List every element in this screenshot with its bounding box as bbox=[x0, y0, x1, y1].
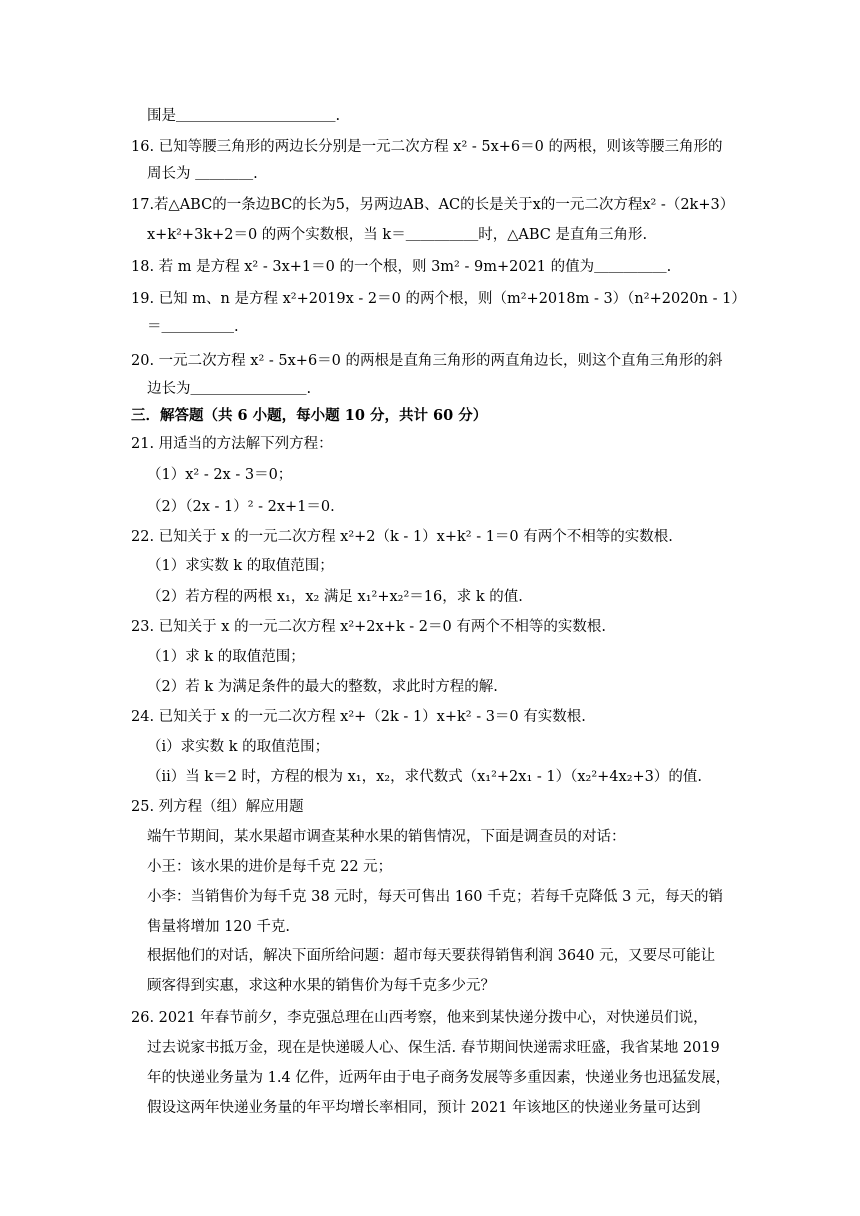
question-19: 19. 已知 m、n 是方程 x²+2019x - 2＝0 的两个根，则（m²+2018m - 3）（n²+2020n - 1） bbox=[131, 291, 746, 307]
question-24: 24. 已知关于 x 的一元二次方程 x²+（2k - 1）x+k² - 3＝0 有实数根. bbox=[131, 709, 586, 725]
paragraph-line: 顾客得到实惠，求这种水果的销售价为每千克多少元？ bbox=[147, 978, 495, 994]
text-line: 周长为 ＿＿＿＿. bbox=[147, 166, 258, 182]
paragraph-line: 售量将增加 120 千克. bbox=[147, 919, 291, 935]
question-22: 22. 已知关于 x 的一元二次方程 x²+2（k - 1）x+k² - 1＝0 有两个不相等的实数根. bbox=[131, 529, 673, 545]
paragraph-line: 年的快递业务量为 1.4 亿件，近两年由于电子商务发展等多重因素，快递业务也迅猛发展， bbox=[147, 1070, 731, 1086]
question-20: 20. 一元二次方程 x² - 5x+6＝0 的两根是直角三角形的两直角边长，则这个直角三角形的斜 bbox=[131, 353, 723, 369]
question-25: 25. 列方程（组）解应用题 bbox=[131, 799, 304, 815]
paragraph-line: 根据他们的对话，解决下面所给问题：超市每天要获得销售利润 3640 元，又要尽可能让 bbox=[147, 948, 716, 964]
text-line: x+k²+3k+2＝0 的两个实数根，当 k＝＿＿＿＿＿时，△ABC 是直角三角形. bbox=[147, 227, 648, 243]
question-16: 16. 已知等腰三角形的两边长分别是一元二次方程 x² - 5x+6＝0 的两根，则该等腰三角形的 bbox=[131, 139, 723, 155]
paragraph-line: 假设这两年快递业务量的年平均增长率相同，预计 2021 年该地区的快递业务量可达到 bbox=[147, 1100, 701, 1116]
paragraph-line: 端午节期间，某水果超市调查某种水果的销售情况，下面是调查员的对话： bbox=[147, 829, 626, 845]
paragraph-line: 小李：当销售价为每千克 38 元时，每天可售出 160 千克；若每千克降低 3 元，每天的销 bbox=[147, 889, 724, 905]
sub-question: （ⅰ）求实数 k 的取值范围； bbox=[147, 739, 330, 755]
sub-question: （2）（2x - 1）² - 2x+1＝0. bbox=[147, 499, 335, 515]
sub-question: （1）求 k 的取值范围； bbox=[147, 649, 305, 665]
sub-question: （1）x² - 2x - 3＝0； bbox=[147, 467, 293, 483]
text-line: 围是＿＿＿＿＿＿＿＿＿＿＿. bbox=[147, 108, 341, 124]
sub-question: （ⅱ）当 k＝2 时，方程的根为 x₁，x₂，求代数式（x₁²+2x₁ - 1）（x₂²+4x₂+3）的值. bbox=[147, 769, 703, 785]
paragraph-line: 小王：该水果的进价是每千克 22 元； bbox=[147, 859, 393, 875]
sub-question: （1）求实数 k 的取值范围； bbox=[147, 558, 334, 574]
text-line: 边长为＿＿＿＿＿＿＿＿. bbox=[147, 381, 312, 397]
text-line: ＝＿＿＿＿＿. bbox=[147, 319, 239, 335]
question-17: 17.若△ABC的一条边BC的长为5，另两边AB、AC的长是关于x的一元二次方程x² -（2k+3） bbox=[131, 197, 735, 213]
question-18: 18. 若 m 是方程 x² - 3x+1＝0 的一个根，则 3m² - 9m+2021 的值为＿＿＿＿＿. bbox=[131, 259, 672, 275]
sub-question: （2）若 k 为满足条件的最大的整数，求此时方程的解. bbox=[147, 679, 498, 695]
paragraph-line: 过去说家书抵万金，现在是快递暖人心、保生活. 春节期间快递需求旺盛，我省某地 2019 bbox=[147, 1040, 720, 1056]
question-26: 26. 2021 年春节前夕，李克强总理在山西考察，他来到某快递分拨中心，对快递员们说， bbox=[131, 1010, 708, 1026]
question-21: 21. 用适当的方法解下列方程： bbox=[131, 436, 333, 452]
question-23: 23. 已知关于 x 的一元二次方程 x²+2x+k - 2＝0 有两个不相等的实数根. bbox=[131, 619, 606, 635]
section-heading: 三．解答题（共 6 小题，每小题 10 分，共计 60 分） bbox=[131, 407, 488, 424]
sub-question: （2）若方程的两根 x₁，x₂ 满足 x₁²+x₂²＝16，求 k 的值. bbox=[147, 589, 523, 605]
